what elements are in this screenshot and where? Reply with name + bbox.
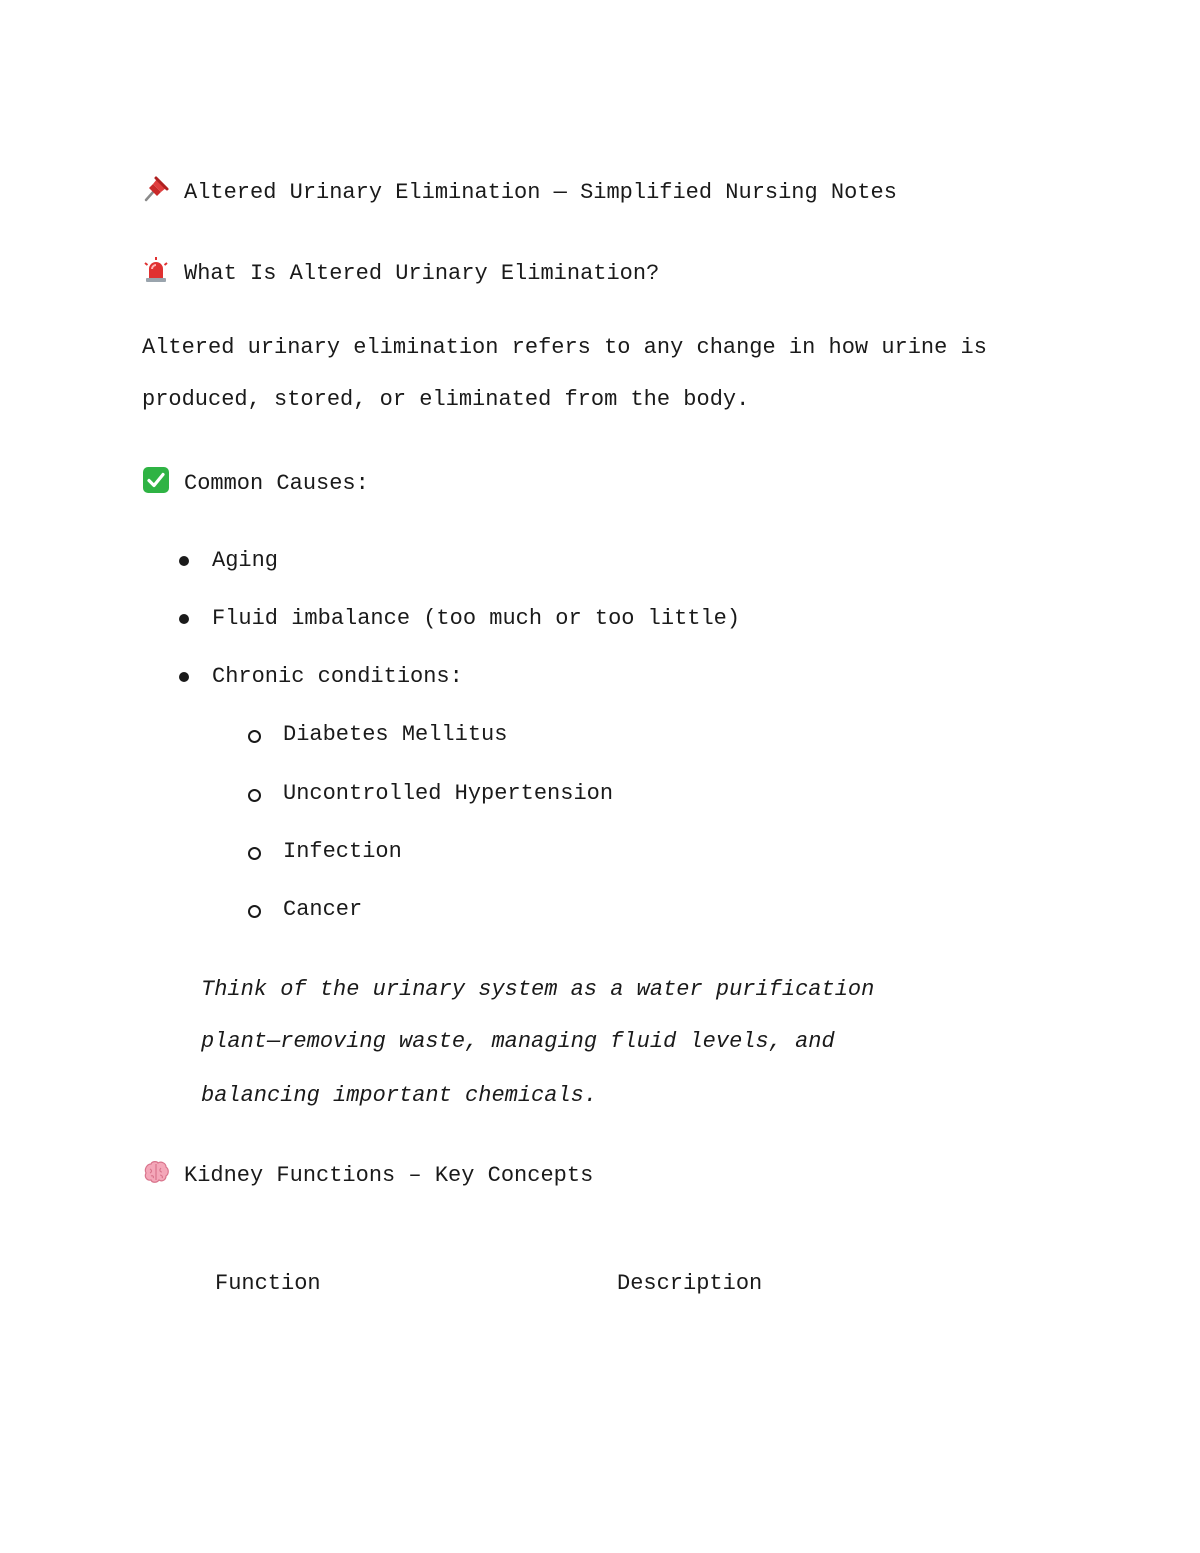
sub-list-item-label: Uncontrolled Hypertension	[283, 781, 614, 806]
definition-paragraph-line-1: Altered urinary elimination refers to any change in how urine is	[142, 335, 987, 360]
section-heading-causes	[142, 466, 369, 498]
quote-line: balancing important chemicals.	[201, 1083, 598, 1108]
page-title-text: Altered Urinary Elimination — Simplified Nursing Notes	[184, 180, 897, 205]
table-header-description: Description	[617, 1271, 763, 1296]
bullet-icon	[179, 672, 189, 682]
sub-list-item-label: Cancer	[283, 897, 363, 922]
sub-bullet-icon	[248, 847, 261, 860]
bullet-icon	[179, 614, 189, 624]
siren-icon	[142, 256, 170, 284]
sub-list-item-label: Diabetes Mellitus	[283, 722, 508, 747]
check-mark-icon	[142, 466, 170, 494]
sub-bullet-icon	[248, 730, 261, 743]
sub-list-item-label: Infection	[283, 839, 402, 864]
bullet-icon	[179, 556, 189, 566]
list-item-label: Fluid imbalance (too much or too little)	[212, 606, 741, 631]
pushpin-icon	[142, 175, 170, 203]
quote-line: Think of the urinary system as a water purification	[201, 977, 875, 1002]
brain-icon	[142, 1158, 170, 1186]
quote-line: plant—removing waste, managing fluid levels, and	[201, 1029, 835, 1054]
table-header-function: Function	[215, 1271, 321, 1296]
list-item-label: Chronic conditions:	[212, 664, 463, 689]
section-heading-what-text: What Is Altered Urinary Elimination?	[184, 261, 660, 286]
definition-paragraph-line-2: produced, stored, or eliminated from the body.	[142, 387, 750, 412]
section-heading-kidney-text: Kidney Functions – Key Concepts	[184, 1163, 594, 1188]
section-heading-causes-text: Common Causes:	[184, 471, 369, 496]
section-heading-kidney	[142, 1158, 593, 1190]
sub-bullet-icon	[248, 789, 261, 802]
sub-bullet-icon	[248, 905, 261, 918]
section-heading-what	[142, 256, 659, 288]
page-title	[142, 175, 897, 207]
list-item-label: Aging	[212, 548, 279, 573]
